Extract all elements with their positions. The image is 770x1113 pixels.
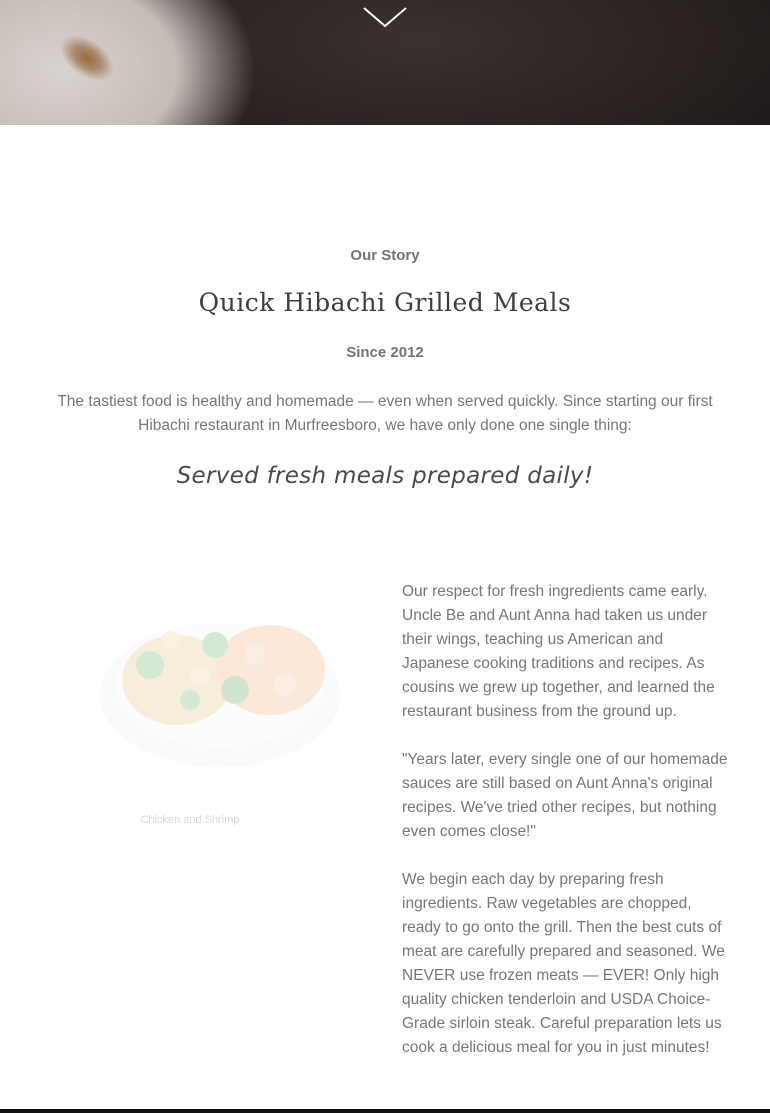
story-body	[402, 580, 732, 1084]
body-paragraph: Our respect for fresh ingredients came early. Uncle Be and Aunt Anna had taken us under their wings, teaching us American and Japanese cooking traditions and recipes. As cousins we grew up together, and learned the restaurant business from the ground up.	[402, 583, 715, 720]
dish-image	[95, 585, 345, 785]
intro-text: The tastiest food is healthy and homemade — even when served quickly. Since starting our first Hibachi restaurant in Murfreesboro, we have only done one single thing:	[57, 393, 713, 434]
image-caption: Chicken and Shrimp	[140, 814, 240, 826]
since-label: Since 2012	[346, 344, 424, 361]
footer-edge	[0, 1109, 770, 1113]
section-title: Quick Hibachi Grilled Meals	[198, 288, 572, 317]
chevron-down-icon[interactable]	[362, 4, 408, 30]
body-paragraph: "Years later, every single one of our homemade sauces are still based on Aunt Anna's original recipes. We've tried other recipes, but nothing even comes close!"	[402, 751, 728, 840]
hero-banner	[0, 0, 770, 125]
tagline: Served fresh meals prepared daily!	[176, 463, 594, 489]
body-paragraph: We begin each day by preparing fresh ingredients. Raw vegetables are chopped, ready to go onto the grill. Then the best cuts of meat are carefully prepared and seasoned. We NEVER use frozen meats — EVER! Only high quality chicken tenderloin and USDA Choice-Grade sirloin steak. Careful preparation lets us cook a delicious meal for you in just minutes!	[402, 871, 725, 1056]
hero-image-detail	[41, 13, 133, 102]
section-eyebrow: Our Story	[350, 247, 420, 264]
